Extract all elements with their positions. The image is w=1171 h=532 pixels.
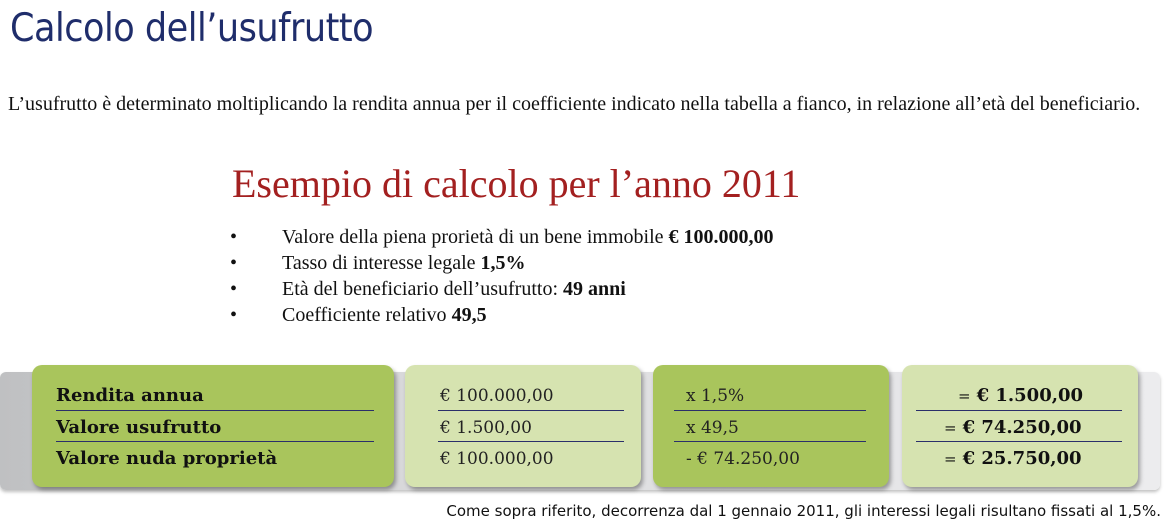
bullet-icon: • <box>230 226 238 248</box>
example-bullet-list <box>228 224 774 328</box>
row-result-value: € 1.500,00 <box>976 385 1084 406</box>
page-title: Calcolo dell’usufrutto <box>10 6 374 51</box>
bullet-item-interest-rate <box>228 250 774 276</box>
row-divider <box>674 410 866 411</box>
row-divider <box>438 441 624 442</box>
row-result-value: € 74.250,00 <box>962 417 1082 438</box>
bullet-value: 49,5 <box>451 304 487 326</box>
row-result <box>944 448 1082 469</box>
row-value: € 100.000,00 <box>440 449 554 469</box>
row-label-rendita-annua: Rendita annua <box>56 385 204 406</box>
row-value: € 100.000,00 <box>440 386 554 406</box>
bullet-value: 1,5% <box>480 252 526 274</box>
bullet-item-coefficient <box>228 302 774 328</box>
row-divider <box>916 410 1122 411</box>
row-divider <box>56 410 374 411</box>
row-result <box>958 385 1083 406</box>
bullet-value: € 100.000,00 <box>668 226 774 248</box>
row-label-valore-nuda-proprieta: Valore nuda proprietà <box>56 448 278 469</box>
row-result <box>944 417 1082 438</box>
bullet-icon: • <box>230 252 238 274</box>
footnote: Come sopra riferito, decorrenza dal 1 gennaio 2011, gli interessi legali risultano fissati al 1,5%. <box>446 502 1161 520</box>
bullet-value: 49 anni <box>563 278 626 300</box>
row-divider <box>674 441 866 442</box>
row-divider <box>916 441 1122 442</box>
equals-sign: = <box>958 387 971 405</box>
equals-sign: = <box>944 419 957 437</box>
bullet-item-property-value <box>228 224 774 250</box>
bullet-text: Tasso di interesse legale <box>282 252 481 274</box>
row-result-value: € 25.750,00 <box>962 448 1082 469</box>
equals-sign: = <box>944 450 957 468</box>
row-divider <box>56 441 374 442</box>
bullet-item-beneficiary-age <box>228 276 774 302</box>
row-value: € 1.500,00 <box>440 418 532 438</box>
bullet-text: Coefficiente relativo <box>282 304 452 326</box>
example-title: Esempio di calcolo per l’anno 2011 <box>232 161 801 206</box>
row-operation: x 1,5% <box>686 386 745 406</box>
bullet-icon: • <box>230 304 238 326</box>
row-operation: x 49,5 <box>686 418 739 438</box>
bullet-text: Valore della piena prorietà di un bene immobile <box>282 226 669 248</box>
row-operation: - € 74.250,00 <box>686 449 800 469</box>
bullet-icon: • <box>230 278 238 300</box>
bullet-text: Età del beneficiario dell’usufrutto: <box>282 278 564 300</box>
row-label-valore-usufrutto: Valore usufrutto <box>56 417 222 438</box>
intro-paragraph: L’usufrutto è determinato moltiplicando la rendita annua per il coefficiente indicato nella tabella a fianco, in relazione all’età del beneficiario. <box>8 93 1141 115</box>
row-divider <box>438 410 624 411</box>
